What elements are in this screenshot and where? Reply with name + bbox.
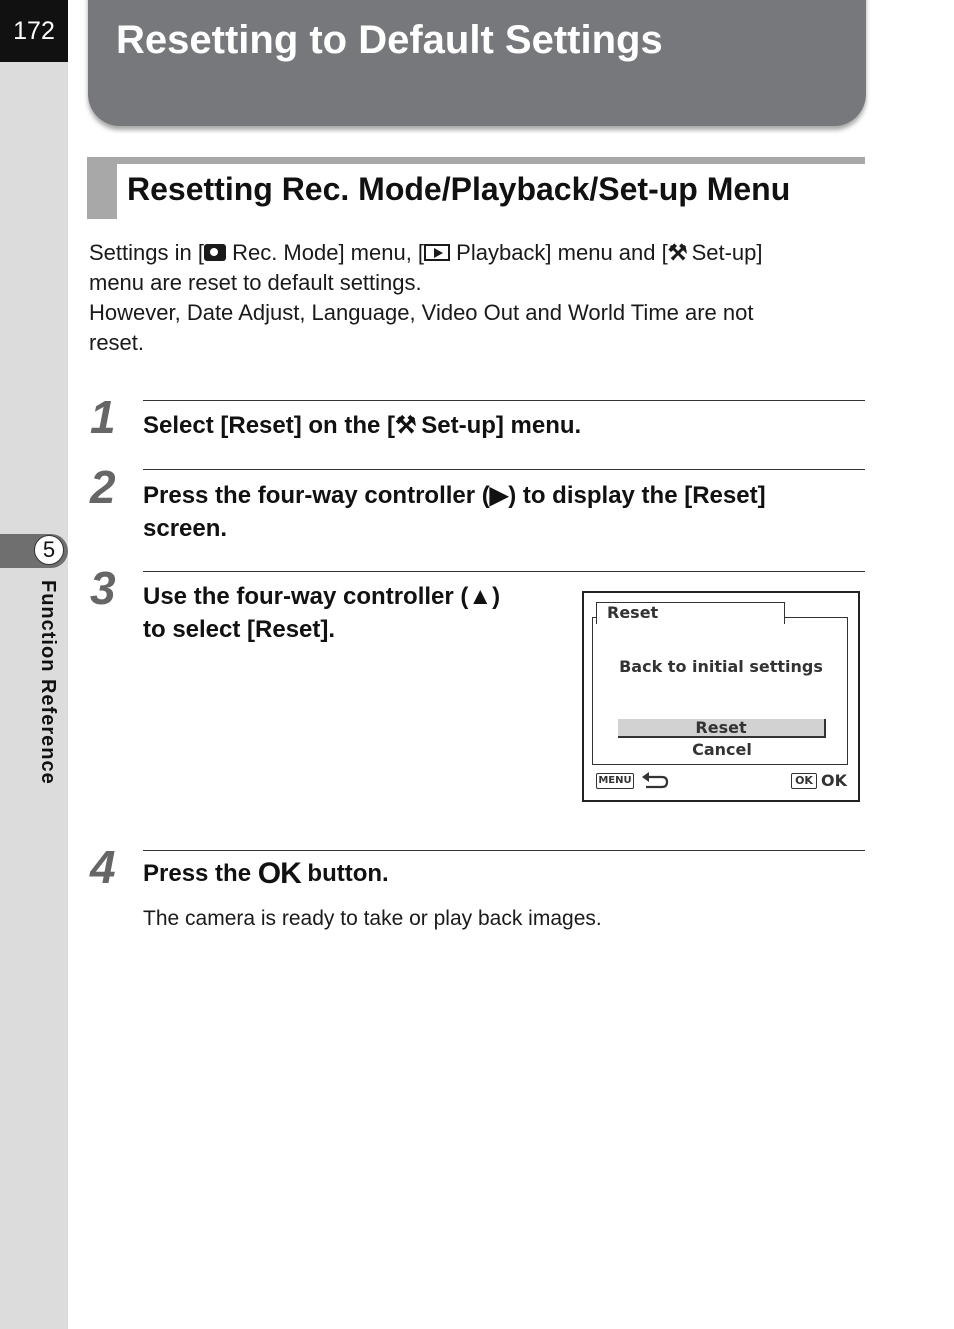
section-bar	[87, 157, 865, 219]
step-1-number: 1	[90, 391, 116, 443]
step-1-rule	[143, 400, 865, 401]
step-3-line-2: to select [Reset].	[143, 616, 336, 643]
ok-button-icon: OK	[791, 773, 817, 789]
lcd-message: Back to initial settings	[619, 657, 823, 676]
back-arrow-icon	[640, 769, 670, 791]
lcd-ok-label: OK	[821, 771, 847, 790]
title-banner	[88, 0, 866, 126]
camera-icon	[204, 244, 226, 261]
lcd-tab	[596, 602, 785, 624]
section-rule	[87, 157, 865, 164]
step-3-number: 3	[90, 562, 116, 614]
chapter-label: Function Reference	[37, 580, 59, 785]
intro-line-3: However, Date Adjust, Language, Video Out and World Time are not	[89, 300, 754, 325]
wrench-icon: ⚒	[395, 412, 415, 439]
step-2-number: 2	[90, 461, 116, 513]
intro-text	[89, 238, 859, 358]
ok-button-glyph: OK	[257, 857, 301, 890]
step-2-text	[143, 479, 766, 545]
reset-screen-illustration	[582, 591, 860, 802]
step-2-line-1: Press the four-way controller (▶) to display the [Reset]	[143, 482, 766, 509]
chapter-number: 5	[34, 535, 64, 565]
section-marker	[87, 157, 117, 219]
lcd-option-reset: Reset	[618, 719, 826, 738]
step-1-text: Select [Reset] on the [⚒ Set-up] menu.	[143, 409, 581, 442]
intro-line-2: menu are reset to default settings.	[89, 270, 422, 295]
page-title: Resetting to Default Settings	[116, 18, 663, 62]
step-3-rule	[143, 571, 865, 572]
step-2-rule	[143, 469, 865, 470]
wrench-icon: ⚒	[667, 240, 686, 265]
intro-line-1: Settings in [ Rec. Mode] menu, [ Playback] menu and [⚒ Set-up]	[89, 238, 859, 268]
step-3-text	[143, 580, 500, 646]
intro-line-4: reset.	[89, 330, 145, 355]
lcd-option-cancel: Cancel	[692, 740, 752, 759]
section-heading: Resetting Rec. Mode/Playback/Set-up Menu	[127, 171, 791, 207]
step-3-line-1: Use the four-way controller (▲)	[143, 583, 501, 610]
step-2-line-2: screen.	[143, 515, 228, 542]
step-4-number: 4	[90, 841, 116, 893]
playback-icon	[424, 244, 450, 261]
lcd-tab-label: Reset	[607, 603, 659, 622]
step-4-rule	[143, 850, 865, 851]
step-4-subtext: The camera is ready to take or play back images.	[143, 907, 602, 930]
page-number: 172	[0, 0, 68, 62]
menu-button-icon: MENU	[596, 773, 634, 789]
step-4-text: Press the OK button.	[143, 857, 389, 890]
